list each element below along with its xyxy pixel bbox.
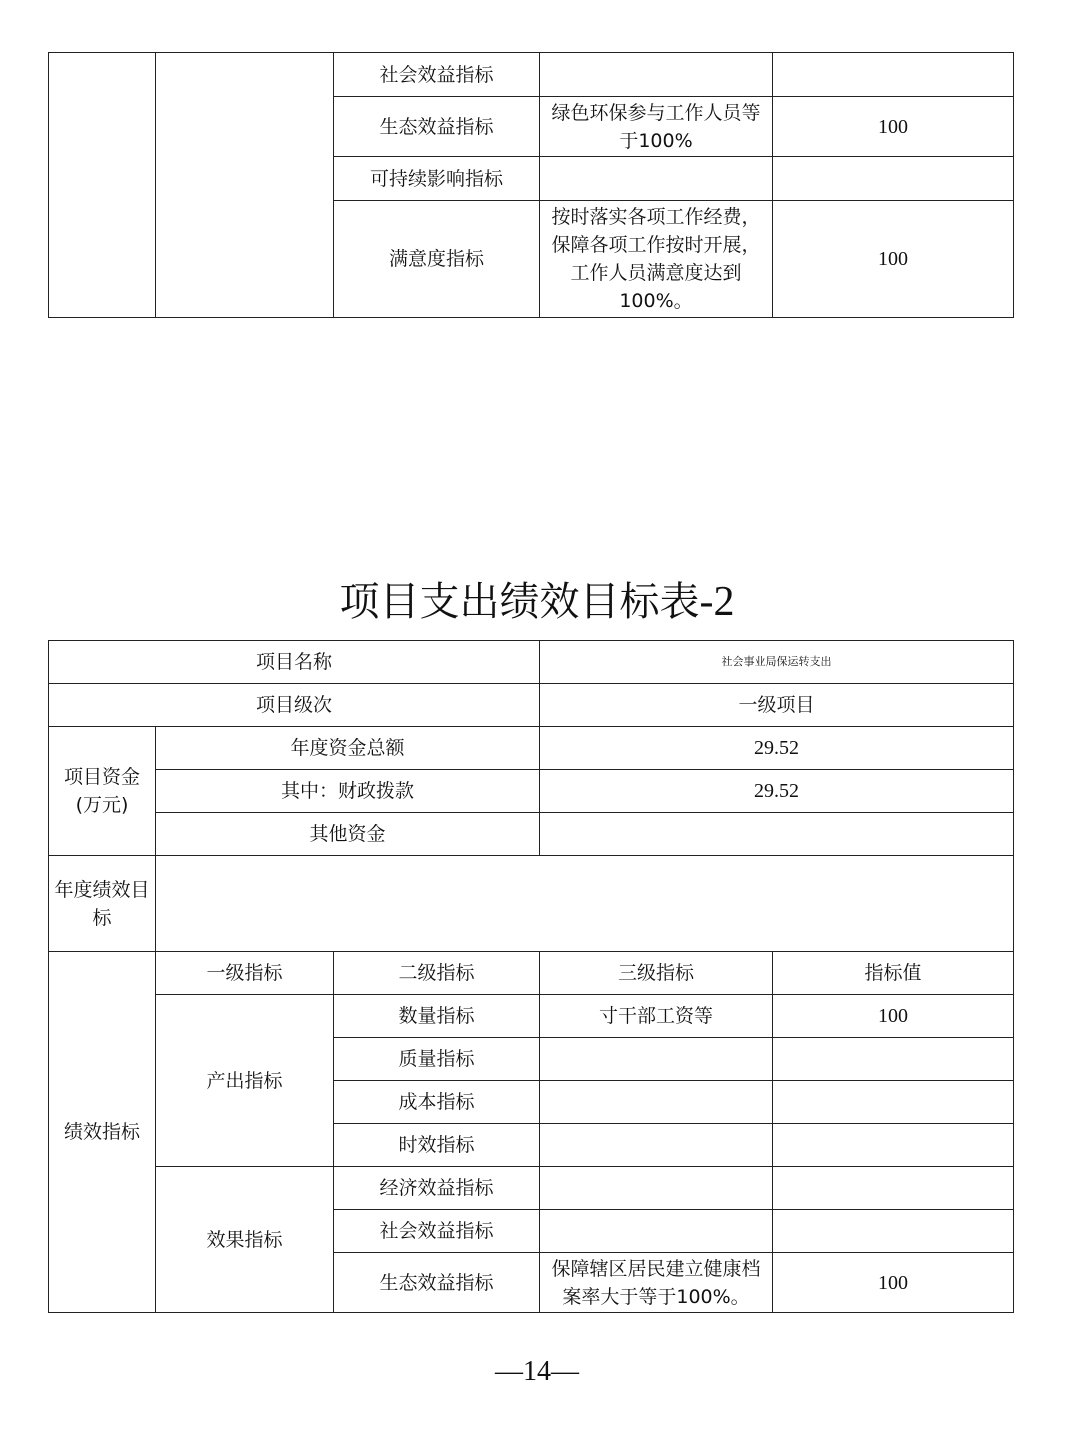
indicator-value — [773, 1038, 1014, 1081]
table-header-row — [49, 952, 1014, 995]
indicator-value — [773, 157, 1014, 201]
output-indicators-label: 产出指标 — [156, 995, 334, 1167]
table-row — [49, 856, 1014, 952]
indicator-value — [773, 1124, 1014, 1167]
title-suffix: -2 — [699, 579, 735, 625]
continued-performance-table — [48, 52, 1014, 318]
level3-indicator: 按时落实各项工作经费，保障各项工作按时开展，工作人员满意度达到100%。 — [540, 201, 773, 318]
other-funds-label: 其他资金 — [156, 813, 540, 856]
table-row — [49, 727, 1014, 770]
annual-total-value: 29.52 — [540, 727, 1014, 770]
header-level2: 二级指标 — [334, 952, 540, 995]
level3-indicator — [540, 53, 773, 97]
annual-goal-label: 年度绩效目标 — [49, 856, 156, 952]
indicator-value: 100 — [773, 995, 1014, 1038]
level3-indicator — [540, 1210, 773, 1253]
level3-indicator — [540, 157, 773, 201]
level3-indicator: 保障辖区居民建立健康档案率大于等于100%。 — [540, 1253, 773, 1313]
level2-indicator: 满意度指标 — [334, 201, 540, 318]
indicator-value — [773, 1081, 1014, 1124]
table-row — [49, 813, 1014, 856]
level2-indicator: 质量指标 — [334, 1038, 540, 1081]
performance-indicators-label: 绩效指标 — [49, 952, 156, 1313]
fiscal-allocation-label: 其中：财政拨款 — [156, 770, 540, 813]
annual-goal-value — [156, 856, 1014, 952]
table-row — [49, 53, 1014, 97]
level3-indicator — [540, 1038, 773, 1081]
performance-target-table — [48, 640, 1014, 1313]
level3-indicator — [540, 1167, 773, 1210]
table-row — [49, 1167, 1014, 1210]
other-funds-value — [540, 813, 1014, 856]
level2-indicator: 社会效益指标 — [334, 1210, 540, 1253]
project-name-label: 项目名称 — [49, 641, 540, 684]
level2-indicator: 生态效益指标 — [334, 97, 540, 157]
indicator-value — [773, 1210, 1014, 1253]
level2-indicator: 社会效益指标 — [334, 53, 540, 97]
project-level-value: 一级项目 — [540, 684, 1014, 727]
indicator-value: 100 — [773, 1253, 1014, 1313]
project-level-label: 项目级次 — [49, 684, 540, 727]
level2-indicator: 成本指标 — [334, 1081, 540, 1124]
level3-indicator — [540, 1081, 773, 1124]
title-main: 项目支出绩效目标表 — [339, 579, 700, 625]
page-number: —14— — [495, 1356, 579, 1387]
table-row — [49, 641, 1014, 684]
indicator-value — [773, 53, 1014, 97]
level3-indicator — [540, 1124, 773, 1167]
blank-cell — [49, 53, 156, 318]
level3-indicator: 绿色环保参与工作人员等于100% — [540, 97, 773, 157]
project-name-value: 社会事业局保运转支出 — [540, 641, 1014, 684]
page-title — [0, 572, 1074, 632]
level2-indicator: 经济效益指标 — [334, 1167, 540, 1210]
fiscal-allocation-value: 29.52 — [540, 770, 1014, 813]
table-row — [49, 684, 1014, 727]
header-value: 指标值 — [773, 952, 1014, 995]
level2-indicator: 时效指标 — [334, 1124, 540, 1167]
header-level1: 一级指标 — [156, 952, 334, 995]
effect-indicators-label: 效果指标 — [156, 1167, 334, 1313]
blank-cell — [156, 53, 334, 318]
header-level3: 三级指标 — [540, 952, 773, 995]
indicator-value — [773, 1167, 1014, 1210]
table-row — [49, 770, 1014, 813]
table-row — [49, 995, 1014, 1038]
annual-total-label: 年度资金总额 — [156, 727, 540, 770]
indicator-value: 100 — [773, 97, 1014, 157]
level2-indicator: 可持续影响指标 — [334, 157, 540, 201]
level2-indicator: 数量指标 — [334, 995, 540, 1038]
level2-indicator: 生态效益指标 — [334, 1253, 540, 1313]
project-funds-label: 项目资金(万元) — [49, 727, 156, 856]
level3-indicator: 寸干部工资等 — [540, 995, 773, 1038]
indicator-value: 100 — [773, 201, 1014, 318]
